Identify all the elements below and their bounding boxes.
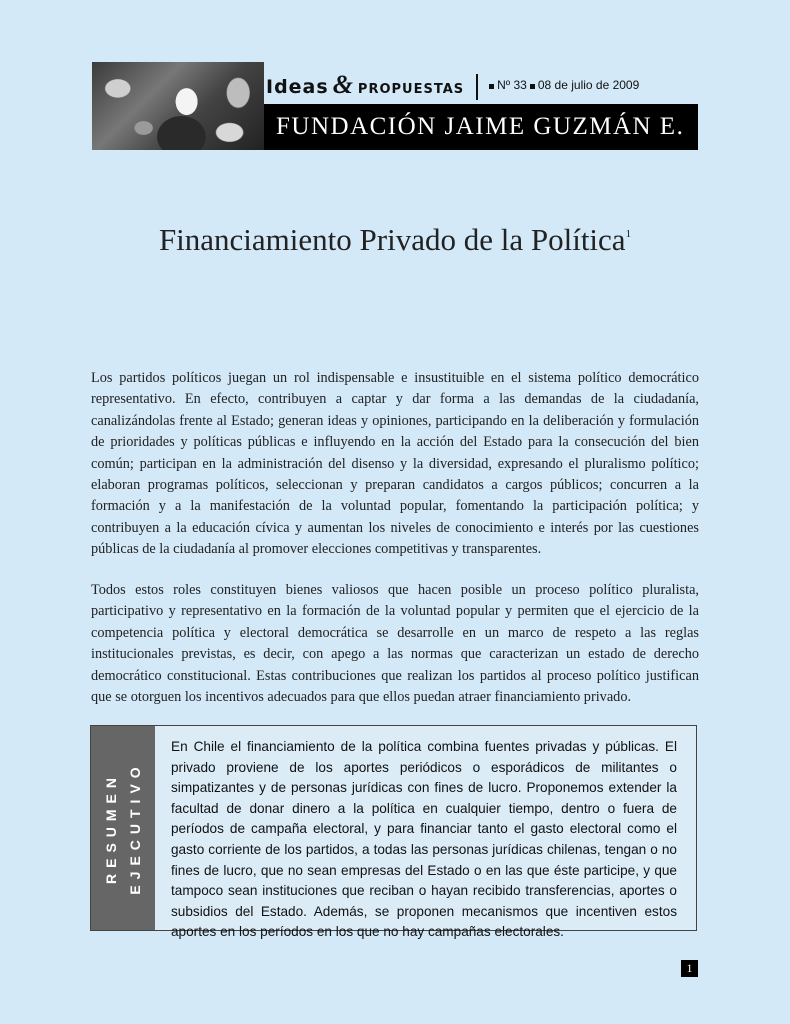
summary-label-line1: RESUMEN (103, 771, 119, 885)
bullet-square (530, 84, 535, 89)
series-header (266, 70, 639, 100)
series-title-prefix: Ideas (266, 76, 329, 98)
issue-date: 08 de julio de 2009 (537, 78, 640, 92)
body-paragraph-1: Los partidos políticos juegan un rol indispensable e insustituible en el sistema político democrático representativo. En efecto, contribuyen a captar y dar forma a las demandas de la ciudadanía, canalizándolas frente al Estado; generan ideas y opiniones, participando en la deliberación y formulación de prioridades y políticas públicas e influyendo en la acción del Estado para la consecución del bien común; participan en la administración del disenso y la diversidad, expresando el pluralismo político; elaboran programas políticos, seleccionan y preparan candidatos a cargos públicos; concurren a la formación y a la manifestación de la voluntad popular, fomentando la participación política; y contribuyen a la educación cívica y aumentan los niveles de conocimiento e interés por las cuestiones públicas de la ciudadanía al promover elecciones competitivas y transparentes. (91, 370, 699, 558)
executive-summary-box (90, 725, 697, 940)
body-paragraph-2: Todos estos roles constituyen bienes valiosos que hacen posible un proceso político pluralista, participativo y representativo en la formación de la voluntad popular y permiten que el ejercicio de la competencia política y electoral democrática se desarrolle en un marco de respeto a las reglas institucionales previstas, es decir, con apego a las normas que caracterizan un estado de derecho democrático constitucional. Estas contribuciones que realizan los partidos al proceso político justifican que se otorguen los incentivos adecuados para que ellos puedan atraer financiamiento privado. (91, 582, 699, 706)
header-divider (476, 74, 478, 100)
document-title-text: Financiamiento Privado de la Política (158, 222, 626, 257)
header-photo (92, 62, 264, 150)
title-footnote-marker: 1 (625, 228, 632, 240)
summary-label (99, 761, 147, 894)
series-title-amp: & (332, 70, 354, 99)
foundation-name: FUNDACIÓN JAIME GUZMÁN E. (276, 113, 685, 140)
document-title (0, 222, 790, 258)
summary-label-line2: EJECUTIVO (127, 761, 143, 895)
page-number: 1 (681, 960, 698, 977)
series-title (266, 70, 464, 100)
summary-side-label (91, 726, 155, 930)
bullet-square (489, 84, 494, 89)
foundation-banner (264, 104, 698, 150)
series-title-suffix: propuestas (357, 76, 465, 98)
issue-number: Nº 33 (497, 78, 527, 92)
summary-text: En Chile el financiamiento de la política combina fuentes privadas y públicas. El privado proviene de los aportes periódicos o esporádicos de militantes o simpatizantes y de personas jurídicas con fines de lucro. Proponemos extender la facultad de donar dinero a la política en cualquier tiempo, dentro o fuera de períodos de campaña electoral, y para financiar tanto el gasto electoral como el gasto corriente de los partidos, a todas las personas jurídicas chilenas, tengan o no fines de lucro, que no sean empresas del Estado o en las que éste participe, y que tampoco sean instituciones que reciban o hayan recibido transferencias, aportes o subsidios del Estado. Además, se proponen mecanismos que incentiven estos aportes en los períodos en los que no hay campañas electorales. (171, 739, 677, 940)
